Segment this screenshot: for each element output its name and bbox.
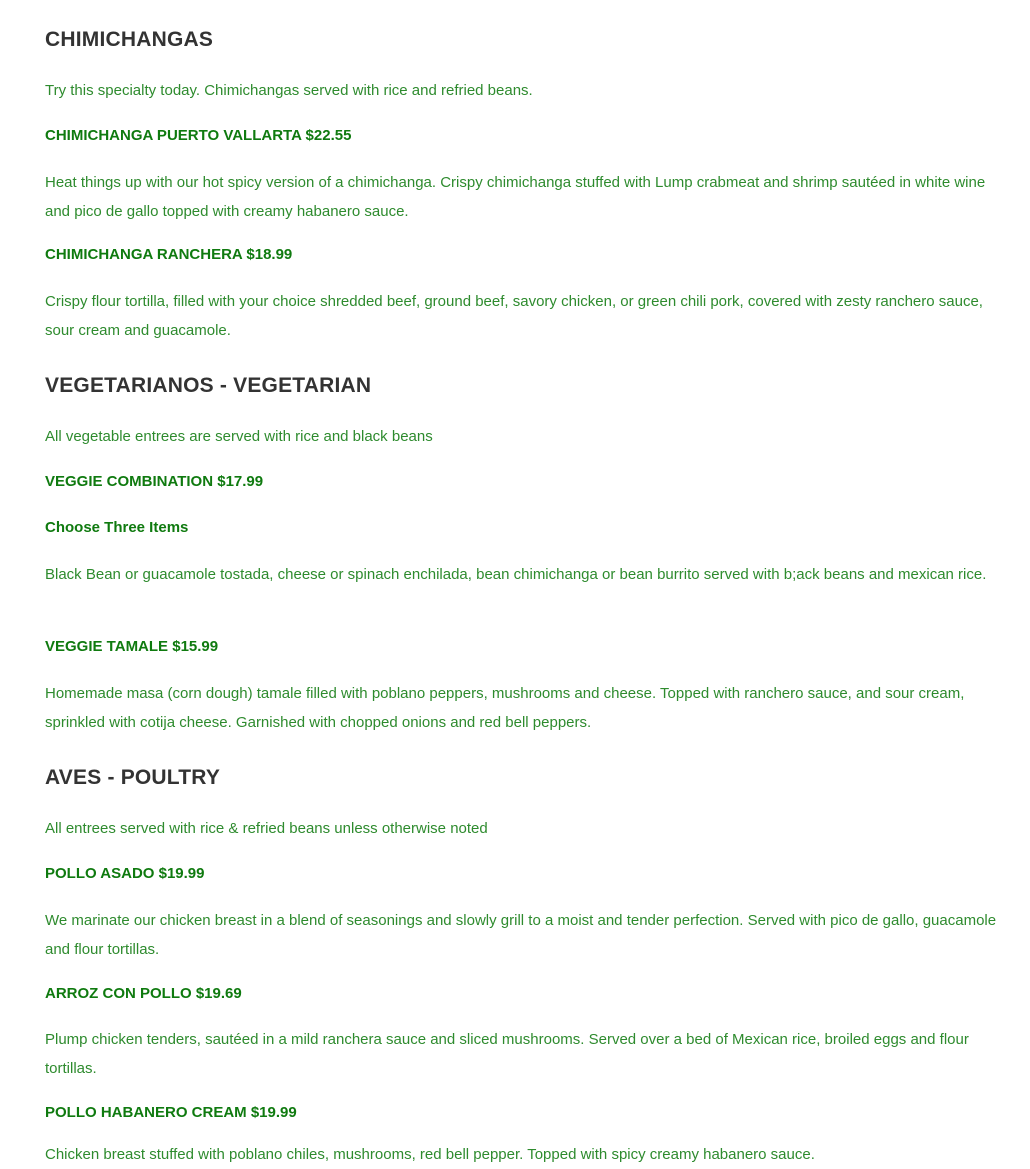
section-title-poultry: AVES - POULTRY xyxy=(45,766,221,789)
menu-item-description: Chicken breast stuffed with poblano chiles, mushrooms, red bell pepper. Topped with spicy creamy habanero sauce. xyxy=(45,1146,815,1163)
menu-item-title: CHIMICHANGA PUERTO VALLARTA $22.55 xyxy=(45,127,352,144)
section-intro-vegetarian: All vegetable entrees are served with rice and black beans xyxy=(45,428,433,445)
menu-item-subtitle: Choose Three Items xyxy=(45,519,189,536)
menu-item-title: CHIMICHANGA RANCHERA $18.99 xyxy=(45,246,293,263)
menu-item-title: VEGGIE TAMALE $15.99 xyxy=(45,638,219,655)
menu-item-description: Crispy flour tortilla, filled with your choice shredded beef, ground beef, savory chicken, or green chili pork, covered with zesty ranchero sauce, sour cream and guacamole. xyxy=(45,293,983,339)
section-intro-chimichangas: Try this specialty today. Chimichangas served with rice and refried beans. xyxy=(45,82,533,99)
menu-item-description: We marinate our chicken breast in a blend of seasonings and slowly grill to a moist and tender perfection. Served with pico de gallo, guacamole and flour tortillas. xyxy=(45,912,997,958)
menu-item-description: Plump chicken tenders, sautéed in a mild ranchera sauce and sliced mushrooms. Served over a bed of Mexican rice, broiled eggs and flour tortillas. xyxy=(45,1031,969,1077)
section-title-vegetarian: VEGETARIANOS - VEGETARIAN xyxy=(45,374,372,397)
menu-item-title: ARROZ CON POLLO $19.69 xyxy=(45,985,242,1002)
menu-item-description: Black Bean or guacamole tostada, cheese or spinach enchilada, bean chimichanga or bean burrito served with b;ack beans and mexican rice. xyxy=(45,566,987,583)
menu-item-title: POLLO HABANERO CREAM $19.99 xyxy=(45,1104,297,1121)
menu-item-title: POLLO ASADO $19.99 xyxy=(45,865,205,882)
section-intro-poultry: All entrees served with rice & refried beans unless otherwise noted xyxy=(45,820,488,837)
menu-item-description: Heat things up with our hot spicy version of a chimichanga. Crispy chimichanga stuffed with Lump crabmeat and shrimp sautéed in white wine and pico de gallo topped with creamy habanero sauce. xyxy=(45,174,986,220)
section-title-chimichangas: CHIMICHANGAS xyxy=(45,28,214,51)
menu-item-title: VEGGIE COMBINATION $17.99 xyxy=(45,473,264,490)
menu-item-description: Homemade masa (corn dough) tamale filled with poblano peppers, mushrooms and cheese. Topped with ranchero sauce, and sour cream, sprinkled with cotija cheese. Garnished with chopped onions and red bell peppers. xyxy=(45,685,965,731)
